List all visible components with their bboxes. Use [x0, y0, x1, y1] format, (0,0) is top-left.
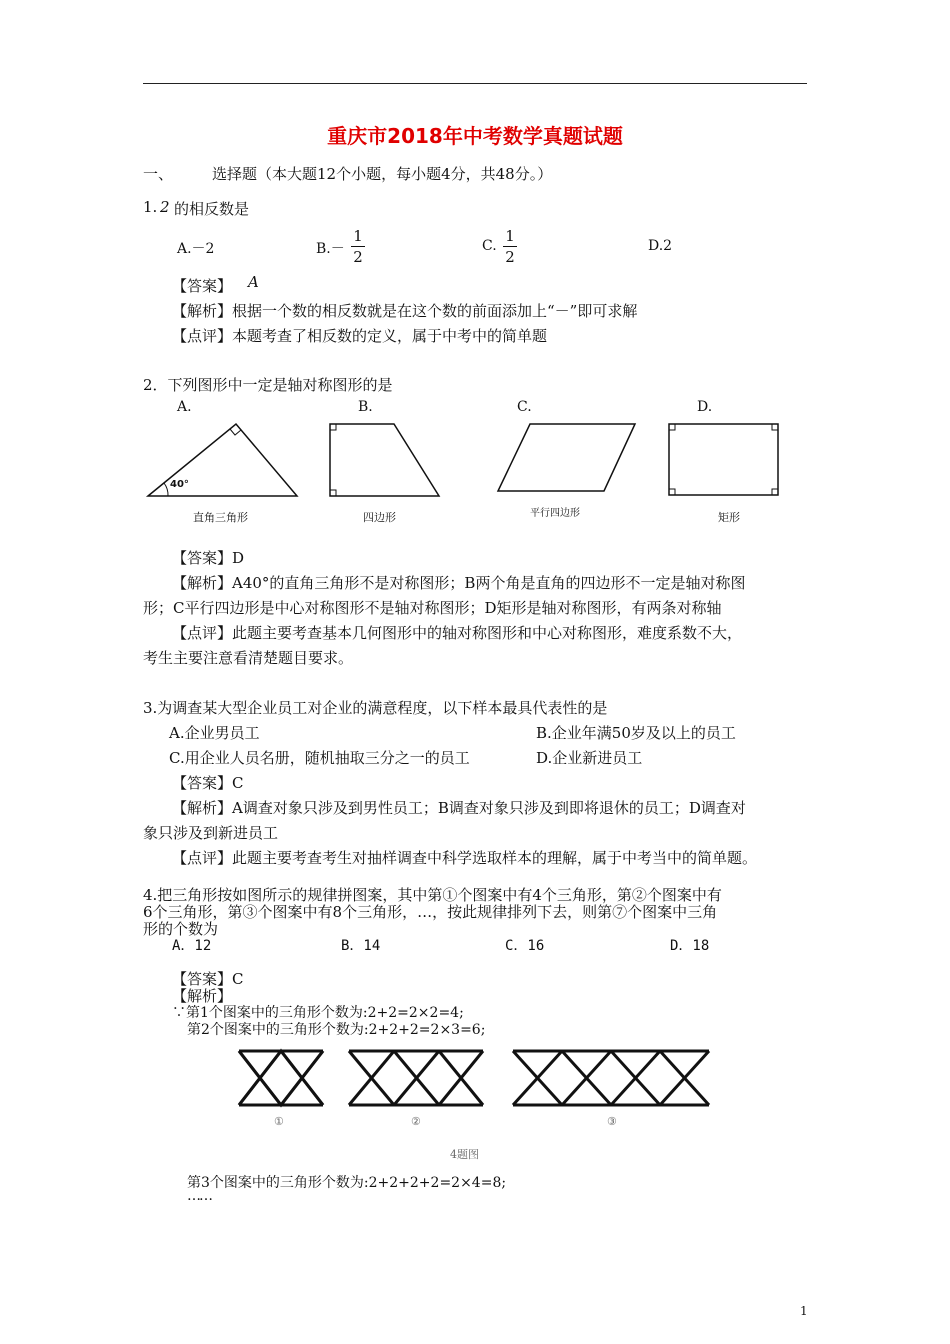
section-heading: 选择题（本大题12个小题，每小题4分，共48分。）: [212, 165, 553, 183]
q2-comment-line1: 【点评】此题主要考查基本几何图形中的轴对称图形和中心对称图形，难度系数不大，: [172, 624, 743, 642]
q4-analysis-line2: 第2个图案中的三角形个数为:2+2+2=2×3=6;: [187, 1022, 486, 1038]
q2-label-c: C.: [517, 399, 532, 415]
q3-option-b: B.企业年满50岁及以上的员工: [536, 724, 736, 742]
pattern-2-label: ②: [411, 1115, 421, 1128]
q3-option-d: D.企业新进员工: [536, 749, 643, 767]
caption-parallelogram: 平行四边形: [530, 508, 580, 519]
pattern-1-label: ①: [274, 1115, 284, 1128]
q1-comment: 【点评】本题考查了相反数的定义，属于中考中的简单题: [172, 327, 548, 345]
caption-rectangle: 矩形: [718, 511, 740, 524]
pattern-3: [513, 1051, 709, 1105]
pattern-2: [349, 1051, 483, 1105]
caption-quadrilateral: 四边形: [363, 511, 396, 524]
q4-ellipsis: ……: [187, 1188, 211, 1204]
q4-option-a: A．12: [172, 938, 212, 954]
q2-label-d: D.: [697, 399, 713, 415]
q1-analysis: 【解析】根据一个数的相反数就是在这个数的前面添加上“－”即可求解: [172, 302, 638, 320]
q2-stem: 2．下列图形中一定是轴对称图形的是: [143, 376, 393, 394]
page-title: 重庆市2018年中考数学真题试题: [327, 124, 623, 148]
q4-option-b: B．14: [341, 938, 381, 954]
q1-answer-label: 【答案】: [172, 277, 233, 295]
q4-answer: 【答案】C: [172, 970, 244, 988]
q4-option-d: D．18: [670, 938, 710, 954]
q1-option-c-prefix: C.: [482, 238, 497, 254]
q1-option-b-numerator: 1: [353, 227, 363, 245]
q1-option-a: A.－2: [177, 241, 215, 257]
q4-stem-line2: 6个三角形，第③个图案中有8个三角形，…，按此规律排列下去，则第⑦个图案中三角: [143, 903, 718, 921]
q3-comment: 【点评】此题主要考查考生对抽样调查中科学选取样本的理解，属于中考当中的简单题。: [172, 849, 758, 867]
q1-option-c-numerator: 1: [505, 227, 515, 245]
q1-option-b-denominator: 2: [353, 248, 363, 266]
q4-analysis-line1: ∵第1个图案中的三角形个数为:2+2=2×2=4;: [172, 1005, 464, 1021]
q3-option-a: A.企业男员工: [169, 724, 260, 742]
q2-comment-line2: 考生主要注意看清楚题目要求。: [143, 649, 354, 667]
pattern-3-label: ③: [607, 1115, 617, 1128]
caption-right-triangle: 直角三角形: [193, 511, 248, 524]
q1-answer: A: [248, 273, 259, 291]
pattern-1: [239, 1051, 323, 1105]
q3-answer: 【答案】C: [172, 774, 244, 792]
q3-option-c: C.用企业人员名册，随机抽取三分之一的员工: [169, 749, 470, 767]
q1-option-c-denominator: 2: [505, 248, 515, 266]
q4-stem-line3: 形的个数为: [143, 920, 219, 938]
page-number: 1: [800, 1304, 808, 1318]
q1-option-d: D.2: [648, 238, 673, 254]
q3-analysis-line2: 象只涉及到新进员工: [143, 824, 279, 842]
q2-analysis-line2: 形；C平行四边形是中心对称图形不是轴对称图形；D矩形是轴对称图形，有两条对称轴: [143, 599, 722, 617]
q2-label-a: A.: [177, 399, 192, 415]
q1-value: 2: [160, 198, 170, 216]
section-number: 一、: [143, 165, 174, 183]
q1-option-b-prefix: B.－: [316, 241, 345, 257]
q2-answer: 【答案】D: [172, 549, 245, 567]
angle-label: 40°: [170, 479, 189, 490]
q1-stem: 的相反数是: [174, 200, 250, 218]
q3-analysis-line1: 【解析】A调查对象只涉及到男性员工；B调查对象只涉及到即将退休的员工；D调查对: [172, 799, 746, 817]
q4-stem-line1: 4.把三角形按如图所示的规律拼图案，其中第①个图案中有4个三角形，第②个图案中有: [143, 886, 722, 904]
q4-analysis-label: 【解析】: [172, 987, 233, 1005]
q4-option-c: C．16: [505, 938, 545, 954]
q2-label-b: B.: [358, 399, 373, 415]
q4-analysis-line3: 第3个图案中的三角形个数为:2+2+2+2=2×4=8;: [187, 1175, 507, 1191]
q3-stem: 3.为调查某大型企业员工对企业的满意程度，以下样本最具代表性的是: [143, 699, 608, 717]
figure-caption: 4题图: [450, 1148, 479, 1161]
q2-analysis-line1: 【解析】A40°的直角三角形不是对称图形；B两个角是直角的四边形不一定是轴对称图: [172, 574, 746, 592]
q1-number: 1.: [143, 198, 158, 216]
